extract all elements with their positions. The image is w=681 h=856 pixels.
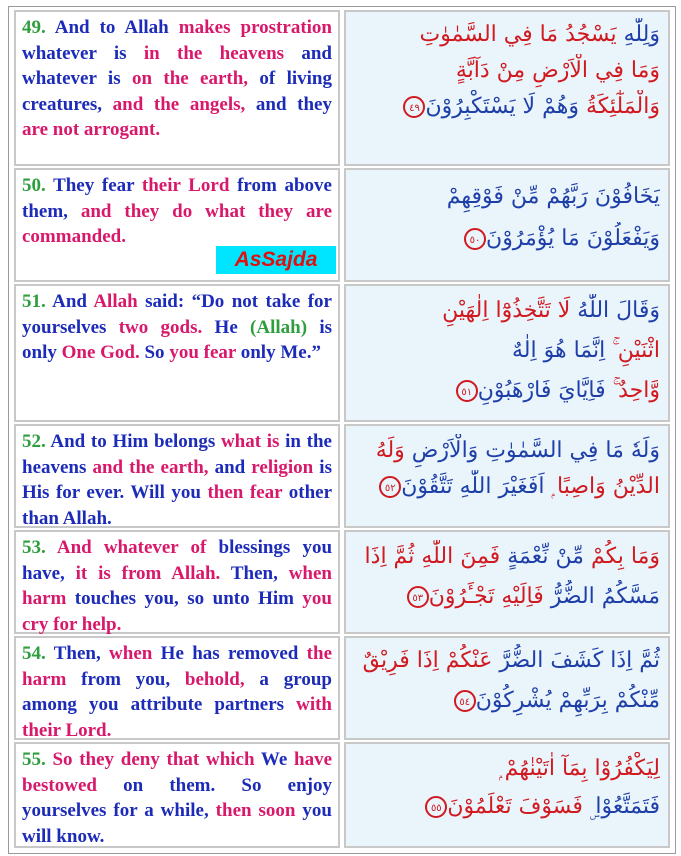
arabic-segment: فَمِنَ اللّٰهِ ثُمَّ اِذَا bbox=[364, 544, 501, 569]
translation-segment: is His for ever. Will you bbox=[22, 456, 332, 503]
arabic-segment: مَسَّكُمُ الضُّرُّ bbox=[543, 584, 660, 609]
translation-segment: (Allah) bbox=[250, 316, 308, 338]
verse-row bbox=[14, 530, 670, 634]
translation-segment: when bbox=[109, 643, 153, 664]
translation-segment: on the earth, bbox=[131, 68, 249, 89]
translation-segment: and whatever is bbox=[22, 42, 332, 89]
translation-segment: what they are commanded. bbox=[22, 200, 333, 247]
translation-segment: what is bbox=[220, 431, 280, 452]
translation-segment: Then, bbox=[45, 643, 110, 664]
translation-segment: other than Allah. bbox=[22, 482, 333, 529]
translation-segment: from above them, bbox=[22, 175, 332, 222]
verse-number: 54. bbox=[22, 643, 46, 664]
translation-segment: two gods. bbox=[118, 316, 203, 338]
verse-row bbox=[14, 636, 670, 740]
arabic-segment: يَخَافُوْنَ رَبَّهُمْ مِّنْ فَوْقِهِمْ bbox=[446, 184, 660, 209]
translation-cell bbox=[14, 636, 340, 740]
translation-segment: the harm bbox=[22, 643, 332, 690]
arabic-segment: اِنَّمَا هُوَ اِلٰهٌ bbox=[512, 338, 606, 363]
translation-cell bbox=[14, 168, 340, 282]
arabic-line bbox=[354, 334, 660, 368]
arabic-segment: ثُمَّ اِذَا كَشَفَ الضُّرَّ bbox=[492, 648, 660, 673]
translation-text bbox=[22, 429, 332, 531]
translation-segment: He has removed bbox=[152, 643, 307, 664]
arabic-segment: فَسَوْفَ تَعْلَمُوْنَ bbox=[447, 794, 583, 819]
translation-segment: their Lord bbox=[141, 175, 230, 196]
arabic-line bbox=[354, 222, 660, 256]
arabic-cell bbox=[344, 636, 670, 740]
translation-segment: And to Allah bbox=[45, 17, 179, 38]
translation-segment: blessings you have, bbox=[22, 537, 333, 584]
verse-number: 53. bbox=[22, 537, 46, 558]
verse-number: 50. bbox=[22, 175, 46, 196]
translation-segment: whatever is bbox=[22, 42, 144, 64]
translation-segment: We bbox=[260, 749, 288, 770]
arabic-segment: فَاِلَيْهِ تَجْـَٔرُوْنَ bbox=[428, 584, 544, 609]
arabic-segment: لَا تَتَّخِذُوْٓا اِلٰهَيْنِ bbox=[442, 298, 571, 323]
arabic-segment: وَلَهٗ bbox=[623, 438, 660, 463]
arabic-line bbox=[354, 684, 660, 718]
translation-segment: a group among you attribute partners bbox=[22, 668, 332, 715]
verse-row bbox=[14, 424, 670, 528]
arabic-segment: لِيَكْفُرُوْا بِمَآ اٰتَيْنٰهُمْ ۭ bbox=[499, 756, 660, 781]
arabic-cell bbox=[344, 424, 670, 528]
arabic-segment: عَنْكُمْ اِذَا فَرِيْقٌ bbox=[362, 648, 493, 673]
translation-segment: with their Lord. bbox=[22, 694, 332, 741]
translation-segment: you cry for help. bbox=[22, 588, 332, 635]
arabic-segment: اَفَغَيْرَ اللّٰهِ تَتَّقُوْنَ bbox=[401, 474, 545, 499]
translation-cell bbox=[14, 424, 340, 528]
translation-segment: Allah bbox=[93, 291, 138, 312]
arabic-line bbox=[354, 790, 660, 824]
translation-segment: behold, bbox=[184, 668, 245, 690]
translation-cell bbox=[14, 742, 340, 848]
translation-segment: and the angels, bbox=[112, 93, 246, 115]
translation-segment: touches you, so unto Him bbox=[66, 588, 303, 609]
translation-segment: Then, bbox=[220, 562, 289, 584]
translation-segment: in the heavens bbox=[22, 431, 332, 478]
translation-segment: you fear bbox=[169, 342, 236, 363]
arabic-segment: وَمَا فِي الْاَرْضِ مِنْ دَآبَّةٍ bbox=[455, 58, 660, 83]
translation-segment: then fear bbox=[207, 482, 283, 503]
arabic-cell bbox=[344, 742, 670, 848]
arabic-line bbox=[354, 54, 660, 88]
translation-segment: and they do bbox=[80, 200, 193, 222]
arabic-segment: فَتَمَتَّعُوْا ۣ bbox=[582, 794, 660, 819]
translation-segment: makes prostration bbox=[178, 17, 332, 38]
arabic-segment: وَمَا بِكُمْ bbox=[583, 544, 660, 569]
ayah-marker-icon: ٥٠ bbox=[464, 228, 486, 250]
translation-cell bbox=[14, 284, 340, 422]
arabic-segment: اثْنَيْنِ ۚ bbox=[605, 338, 660, 363]
translation-segment: And whatever of bbox=[56, 537, 207, 558]
arabic-line bbox=[354, 580, 660, 614]
translation-segment: And bbox=[45, 291, 94, 312]
ayah-marker-icon: ٥٤ bbox=[454, 690, 476, 712]
arabic-line bbox=[354, 540, 660, 574]
arabic-segment: وَلِلّٰهِ bbox=[616, 22, 660, 47]
translation-segment: and they bbox=[245, 93, 332, 115]
arabic-line bbox=[354, 90, 660, 124]
verse-number: 55. bbox=[22, 749, 46, 770]
arabic-line bbox=[354, 434, 660, 468]
translation-segment: So bbox=[139, 342, 170, 363]
translation-segment: said: “Do not take for yourselves bbox=[22, 291, 332, 338]
arabic-segment: مَا فِي السَّمٰوٰتِ وَالْاَرْضِ bbox=[404, 438, 624, 463]
translation-segment bbox=[46, 537, 57, 558]
translation-segment: One God. bbox=[61, 342, 140, 363]
translation-cell bbox=[14, 530, 340, 634]
arabic-segment: مِّنْكُمْ بِرَبِّهِمْ يُشْرِكُوْنَ bbox=[475, 688, 660, 713]
arabic-line bbox=[354, 644, 660, 678]
ayah-marker-icon: ٥٣ bbox=[407, 586, 429, 608]
arabic-segment: فَاِيَّايَ فَارْهَبُوْنِ bbox=[477, 378, 606, 403]
translation-segment: when harm bbox=[22, 562, 332, 609]
ayah-marker-icon: ٥١ bbox=[456, 380, 478, 402]
verse-number: 51. bbox=[22, 291, 46, 312]
translation-segment: So they deny that which bbox=[45, 749, 261, 770]
arabic-line bbox=[354, 752, 660, 786]
translation-segment: then soon bbox=[215, 800, 296, 821]
translation-segment: So enjoy yourselves for a while, bbox=[22, 774, 332, 821]
arabic-segment: وَقَالَ اللّٰهُ bbox=[570, 298, 660, 323]
arabic-line bbox=[354, 294, 660, 328]
arabic-segment: الدِّيْنُ وَاصِبًا ۭ bbox=[544, 474, 660, 499]
arabic-line bbox=[354, 18, 660, 52]
arabic-segment: وَهُمْ لَا يَسْتَكْبِرُوْنَ bbox=[425, 94, 579, 119]
arabic-segment: يَسْجُدُ مَا فِي السَّمٰوٰتِ bbox=[419, 22, 617, 47]
translation-segment: you will know. bbox=[22, 800, 332, 847]
translation-text bbox=[22, 641, 332, 743]
translation-text bbox=[22, 173, 332, 250]
translation-segment: and the earth, bbox=[92, 456, 209, 478]
arabic-cell bbox=[344, 284, 670, 422]
verse-row bbox=[14, 10, 670, 166]
ayah-marker-icon: ٤٩ bbox=[403, 96, 425, 118]
arabic-segment: مِّنْ نِّعْمَةٍ bbox=[500, 544, 584, 569]
translation-segment: And to Him belongs bbox=[45, 431, 221, 452]
verse-row bbox=[14, 168, 670, 282]
translation-segment: religion bbox=[251, 456, 314, 478]
translation-segment: and bbox=[208, 456, 252, 478]
ayah-marker-icon: ٥٢ bbox=[379, 476, 401, 498]
ayah-marker-icon: ٥٥ bbox=[425, 796, 447, 818]
arabic-cell bbox=[344, 168, 670, 282]
arabic-segment: وَيَفْعَلُوْنَ مَا يُؤْمَرُوْنَ bbox=[486, 226, 660, 251]
translation-segment: are not arrogant. bbox=[22, 119, 161, 140]
arabic-cell bbox=[344, 10, 670, 166]
translation-text bbox=[22, 15, 332, 143]
verse-number: 52. bbox=[22, 431, 46, 452]
verse-number: 49. bbox=[22, 17, 46, 38]
translation-segment: only Me.” bbox=[235, 342, 321, 363]
translation-segment: of living creatures, bbox=[22, 68, 332, 115]
translation-segment: from you, bbox=[66, 668, 185, 690]
sajda-badge: AsSajda bbox=[216, 246, 336, 274]
translation-segment: in the heavens bbox=[143, 42, 285, 64]
translation-segment: it is from Allah. bbox=[75, 562, 221, 584]
translation-text bbox=[22, 535, 332, 637]
arabic-line bbox=[354, 374, 660, 408]
translation-segment: They fear bbox=[45, 175, 142, 196]
arabic-segment: وَّاحِدٌ ۚ bbox=[605, 378, 660, 403]
translation-text bbox=[22, 289, 332, 366]
translation-segment: on them. bbox=[123, 774, 216, 796]
arabic-line bbox=[354, 180, 660, 214]
arabic-line bbox=[354, 470, 660, 504]
arabic-segment: وَلَهُ bbox=[375, 438, 405, 463]
translation-segment: He bbox=[202, 316, 251, 338]
translation-text bbox=[22, 747, 332, 849]
verse-row bbox=[14, 284, 670, 422]
translation-cell bbox=[14, 10, 340, 166]
arabic-cell bbox=[344, 530, 670, 634]
verse-row bbox=[14, 742, 670, 848]
translation-segment: is only bbox=[22, 316, 332, 363]
translation-segment: have bestowed bbox=[22, 749, 333, 796]
arabic-segment: وَالْمَلٰٓئِكَةُ bbox=[578, 94, 660, 119]
